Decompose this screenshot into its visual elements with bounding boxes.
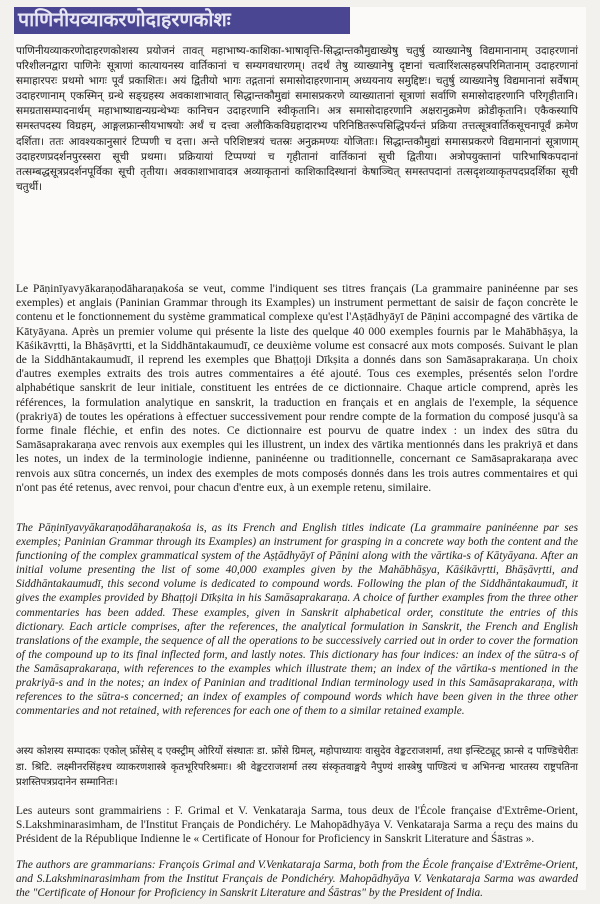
french-authors-paragraph: Les auteurs sont grammairiens : F. Grimal et V. Venkataraja Sarma, tous deux de l'École française d'Extrême-Orient, S.Lakshminarasimham, de l'Institut Français de Pondichéry. Le Mahopādhyāya V. Venkataraja Sarma a reçu des mains du Président de la République Indienne le « Certificate of Honour for Proficiency in Sanskrit Literature and Śāstras ». bbox=[16, 805, 578, 845]
page-title: पाणिनीयव्याकरणोदाहरणकोशः bbox=[14, 7, 350, 34]
book-back-cover bbox=[14, 7, 586, 899]
sanskrit-authors-paragraph: अस्य कोशस्य सम्पादकः एकोल् फ्रोंसेस् द एक्स्ट्रीम् ओरियों संस्थातः डा. फ्रोंसे ग्रिमल्, महोपाध्यायः वासुदेव वेङ्कटराजशर्मा, तथा इन्स्टिट्यूट् फ्रान्से द पाण्डिचेरीतः डा. श्रिटि. लक्ष्मीनरसिंहश्च व्याकरणशास्त्रे कृतभूरिपरिश्रमाः। श्री वेङ्कटराजशर्मा तस्य संस्कृतवाङ्मये नैपुण्यं शास्त्रेषु पाण्डित्यं च अभिनन्द्य भारतस्य राष्ट्रपतिना प्रशस्तिपत्रप्रदानेन सम्मानितः। bbox=[16, 746, 578, 788]
french-intro-paragraph: Le Pāṇinīyavyākaraṇodāharaṇakośa se veut, comme l'indiquent ses titres français (La grammaire paninéenne par ses exemples) et anglais (Paninian Grammar through its Examples) un instrument permettant de saisir de façon concrète le contenu et le fonctionnement du système grammatical complexe qu'est l'Aṣṭādhyāyī de Pāṇini accompagné des vārtika de Kātyāyana. Après un premier volume qui présente la liste des quelque 40 000 exemples fournis par le Mahābhāṣya, la Kāśikāvṛtti, la Bhāṣāvṛtti, et la Siddhāntakaumudī, ce deuxième volume est consacré aux mots composés. Suivant le plan de la Siddhāntakaumudī, il reprend les exemples que Bhaṭṭoji Dīkṣita a donnés dans son Samāsaprakaraṇa. Un choix d'autres exemples extraits des trois autres commentaires a été ajouté. Tous ces exemples, présentés selon l'ordre alphabétique sanskrit de leur initiale, constituent les entrées de ce dictionnaire. Chaque article comprend, après les références, la formulation analytique en sanskrit, la traduction en français et en anglais de l'exemple, la séquence (prakriyā) de toutes les opérations à effectuer successivement pour rendre compte de la formation du composé jusqu'à sa forme finale fléchie, et enfin des notes. Ce dictionnaire est pourvu de quatre index : un index des sūtra du Samāsaprakaraṇa avec renvois aux exemples qui les illustrent, un index des vārtika mentionnés dans les prakriyā et dans les notes, un index de la terminologie indienne, paninéenne ou traditionnelle, concernant ce Samāsaprakaraṇa avec renvois aux sūtra concernés, un index des exemples de mots composés donnés dans les trois autres commentaires et qui n'ont pas été retenus, avec renvoi, pour chacun d'entre eux, à un exemple retenu, similaire. bbox=[16, 283, 578, 494]
english-intro-paragraph: The Pāṇinīyavyākaraṇodāharaṇakośa is, as its French and English titles indicate (La grammaire paninéenne par ses exemples; Paninian Grammar through its Examples) an instrument for grasping in a concrete way both the content and the functioning of the complex grammatical system of the Aṣṭādhyāyī of Pāṇini along with the vārtika-s of Kātyāyana. After an initial volume presenting the list of some 40,000 examples given by the Mahābhāṣya, Kāśikāvṛtti, Bhāṣāvṛtti, and Siddhāntakaumudī, this second volume is dedicated to compound words. Following the plan of the Siddhāntakaumudī, it gives the examples provided by Bhaṭṭoji Dīkṣita in his Samāsaprakaraṇa. A choice of further examples from the three other commentaries has been added. These examples, given in Sanskrit alphabetical order, constitute the entries of this dictionary. Each article comprises, after the references, the analytical formulation in Sanskrit, the French and English translations of the example, the sequence of all the operations to be successively carried out in order to cover the formation of the compound up to its final inflected form, and lastly notes. This dictionary has four indices: an index of the sūtra-s of the Samāsaprakaraṇa, with references to the examples which illustrate them; an index of the vārtika-s mentioned in the prakriyā-s and in the notes; an index of Paninian and traditional Indian terminology used in this Samāsaprakaraṇa, with references to the sūtra-s concerned; an index of examples of compound words which have been given in the three other commentaries and not retained, with references for each one of them to a similar retained example. bbox=[16, 522, 578, 718]
english-authors-paragraph: The authors are grammarians: François Grimal and V.Venkataraja Sarma, both from the École française d'Extrême-Orient, and S.Lakshminarasimham from the Institut Français de Pondichéry. Mahopādhyāya V. Venkataraja Sarma was awarded the "Certificate of Honour for Proficiency in Sanskrit Literature and Śāstras" by the President of India. bbox=[16, 859, 578, 899]
sanskrit-intro-paragraph: पाणिनीयव्याकरणोदाहरणकोशस्य प्रयोजनं तावत् महाभाष्य-काशिका-भाषावृत्ति-सिद्धान्तकौमुद्याख्येषु चतुर्षु व्याख्यानेषु विद्यमानानाम् उदाहरणानां परिशीलनद्वारा पाणिनेः सूत्राणां कात्यायनस्य वार्तिकानां च सम्यगवधारणम्। तदर्थं तेषु व्याख्यानेषु दृष्टानां चत्वारिंशत्सहस्रपरिमितानाम् उदाहरणानां समाहारपरः प्रथमो भागः पूर्वं प्रकाशितः। अयं द्वितीयो भागः तद्गतानां समासोदाहरणानाम् अध्ययनाय समुद्दिष्टः। चतुर्षु व्याख्यानेषु विद्यमानानां सर्वेषाम् उदाहरणानाम् एकस्मिन् ग्रन्थे सङ्ग्रहस्य अवकाशाभावात् सिद्धान्तकौमुद्यां समासप्रकरणे व्याख्यातानां सूत्राणां सर्वाणि समासोदाहरणानि परिगृहीतानि। समग्रतासम्पादनार्थम् महाभाष्याद्यन्यग्रन्थेभ्यः कानिचन उदाहरणानि स्वीकृतानि। अत्र समासोदाहरणानि अक्षरानुक्रमेण क्रोडीकृतानि। एकैकस्यापि समस्तपदस्य विग्रहम्, आङ्गलफ्रान्सीयभाषयोः अर्थं च दत्त्वा अलौकिकविग्रहादारभ्य परिनिष्ठितरूपसिद्धिपर्यन्तं प्रक्रिया तत्तत्सूत्रवार्तिकसूचनापूर्वं क्रमेण दर्शिता। ततः आवश्यकानुसारं टिप्पणी च दत्ता। अन्ते परिशिष्टत्रयं चतस्रः अनुक्रमण्यः योजिताः। सिद्धान्तकौमुद्यां समासप्रकरणे विद्यमानानां सूत्राणाम् उदाहरणप्रदर्शनपुरस्सरा सूची प्रथमा। प्रक्रियायां टिप्पण्यां च गृहीतानां वार्तिकानां सूची द्वितीया। अत्रोपयुक्तानां पारिभाषिकपदानां तत्सम्बद्धसूत्रप्रदर्शनपूर्विका सूची तृतीया। अवकाशाभावादत्र अव्याकृतानां काशिकादिस्थानां केषाञ्चित् समस्तपदानां तत्सदृशव्याकृतपदप्रदर्शिका सूची चतुर्थी। bbox=[16, 45, 578, 193]
